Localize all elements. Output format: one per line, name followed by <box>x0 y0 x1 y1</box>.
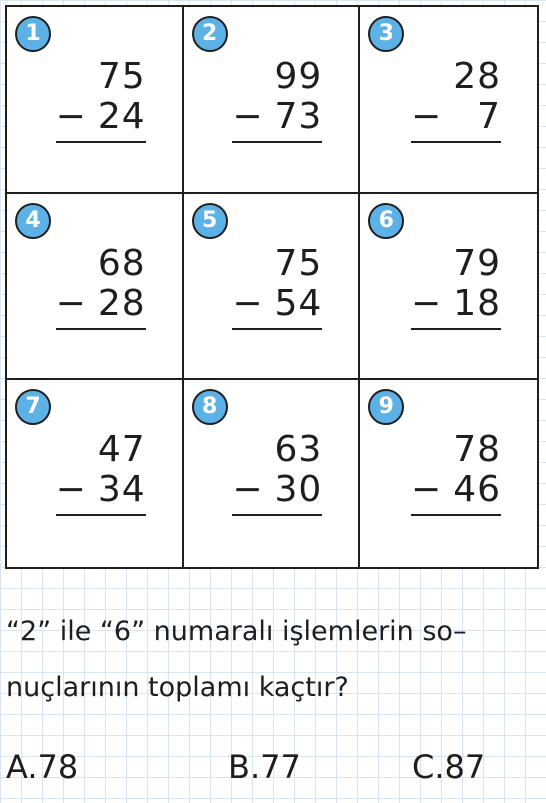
result-line <box>411 141 501 143</box>
minus-sign: − <box>232 282 263 324</box>
minuend: 99 <box>274 56 323 97</box>
minuend: 75 <box>97 56 146 97</box>
minus-sign: − <box>232 96 263 137</box>
option-value: 87 <box>444 748 486 786</box>
problem-number-badge: 5 <box>192 203 228 239</box>
problem-cell-9 <box>360 380 537 567</box>
minus-sign: − <box>55 96 86 137</box>
subtrahend: 30 <box>274 469 323 511</box>
subtraction-problem <box>232 244 322 330</box>
problem-cell-2 <box>184 7 361 194</box>
result-line <box>232 328 322 330</box>
problem-cell-6 <box>360 194 537 381</box>
subtrahend: 18 <box>453 282 501 324</box>
minus-sign: − <box>411 96 442 137</box>
option-letter: A. <box>6 748 38 786</box>
option-c[interactable] <box>412 742 485 792</box>
problem-number-badge: 1 <box>15 16 51 52</box>
result-line <box>56 328 146 330</box>
problem-number-badge: 6 <box>368 203 404 239</box>
problem-cell-4 <box>7 194 184 381</box>
subtraction-problem <box>232 430 322 516</box>
subtraction-problem <box>56 244 146 330</box>
answer-options <box>6 742 540 792</box>
minuend: 28 <box>453 56 501 97</box>
minus-sign: − <box>55 282 86 324</box>
subtrahend: 34 <box>97 469 146 511</box>
problem-number-badge: 7 <box>15 389 51 425</box>
result-line <box>56 141 146 143</box>
question-text <box>6 604 540 716</box>
result-line <box>411 514 501 516</box>
subtrahend: 28 <box>97 282 146 324</box>
option-value: 77 <box>260 748 301 786</box>
subtraction-problem <box>232 57 322 143</box>
minuend: 79 <box>453 242 501 284</box>
problem-cell-7 <box>7 380 184 567</box>
result-line <box>411 328 501 330</box>
result-line <box>232 514 322 516</box>
problem-number-badge: 3 <box>368 16 404 52</box>
subtraction-problem <box>411 57 501 143</box>
minuend: 78 <box>453 429 501 471</box>
minuend: 75 <box>274 242 323 284</box>
minus-sign: − <box>411 469 442 511</box>
minuend: 63 <box>274 429 323 471</box>
minuend: 47 <box>97 429 146 471</box>
option-b[interactable] <box>228 742 301 792</box>
question-line-2: nuçlarının toplamı kaçtır? <box>6 672 349 703</box>
question-line-1: “2” ile “6” numaralı işlemlerin so– <box>6 616 467 647</box>
option-value: 78 <box>37 748 79 786</box>
subtrahend: 24 <box>97 96 146 137</box>
minus-sign: − <box>411 282 442 324</box>
minus-sign: − <box>55 469 86 511</box>
problem-number-badge: 8 <box>192 389 228 425</box>
subtrahend: 73 <box>274 96 323 137</box>
problem-number-badge: 9 <box>368 389 404 425</box>
minuend: 68 <box>97 242 146 284</box>
problem-number-badge: 2 <box>192 16 228 52</box>
result-line <box>56 514 146 516</box>
problem-cell-1 <box>7 7 184 194</box>
subtraction-problem <box>411 244 501 330</box>
subtrahend: 54 <box>274 282 323 324</box>
subtrahend: 7 <box>477 96 501 137</box>
subtrahend: 46 <box>453 469 501 511</box>
option-letter: C. <box>412 748 445 786</box>
subtraction-problem <box>56 57 146 143</box>
minus-sign: − <box>232 469 263 511</box>
problem-grid <box>5 5 539 569</box>
subtraction-problem <box>411 430 501 516</box>
problem-number-badge: 4 <box>15 203 51 239</box>
option-a[interactable] <box>6 742 78 792</box>
problem-cell-5 <box>184 194 361 381</box>
problem-cell-3 <box>360 7 537 194</box>
problem-cell-8 <box>184 380 361 567</box>
subtraction-problem <box>56 430 146 516</box>
option-letter: B. <box>228 748 261 786</box>
result-line <box>232 141 322 143</box>
